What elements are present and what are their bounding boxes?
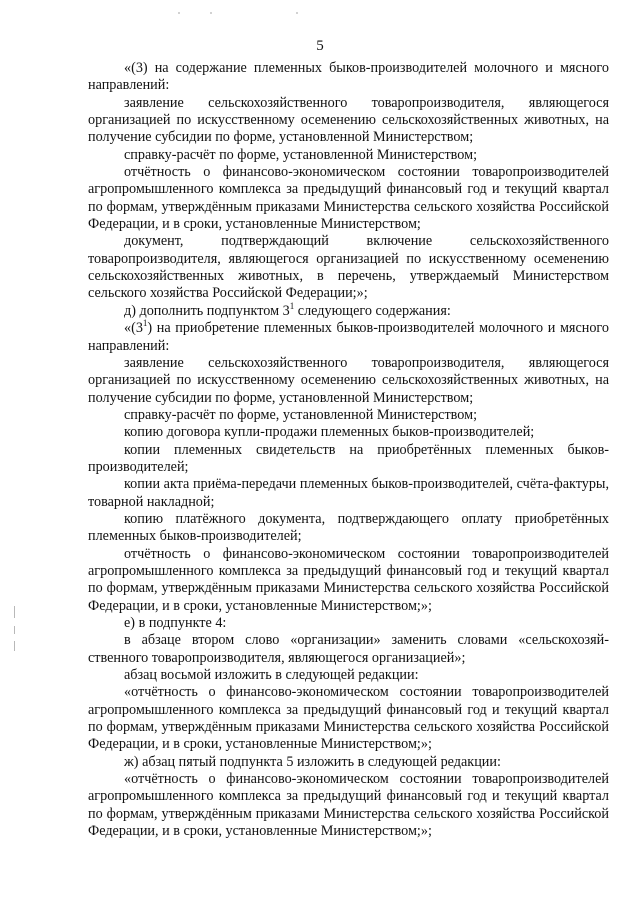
paragraph-text: «отчётность о финансово-экономическом состоянии товаропроизводителей агропромышленного комплекса за предыдущий финансовый год и текущий квартал по формам, утверждённым приказами Министерства сельского хозяйства Российской Федерации, и в сроки, установленные Министерством;»; — [88, 771, 609, 840]
paragraph-text: «отчётность о финансово-экономическом состоянии товаропроизводителей агропромышленного комплекса за предыдущий финансовый год и текущий квартал по формам, утверждённым приказами Министерства сельского хозяйства Российской Федерации, и в сроки, установленные Министерством;»; — [88, 684, 609, 753]
paragraph — [88, 164, 609, 233]
paragraph — [88, 632, 609, 667]
paragraph-text: заявление сельскохозяйственного товаропроизводителя, являющегося организацией по искусственному осеменению сельскохозяйственных животных, на получение субсидии по форме, установленной Министерством; — [88, 354, 609, 406]
paragraph-text: ж) абзац пятый подпункта 5 изложить в следующей редакции: — [124, 753, 501, 770]
paragraph — [88, 300, 609, 320]
paragraph-text: копии акта приёма-передачи племенных быков-производителей, счёта-фактуры, товарной накладной; — [88, 476, 609, 510]
paragraph — [88, 442, 609, 477]
paragraph-text: абзац восьмой изложить в следующей редакции: — [124, 667, 419, 684]
paragraph — [88, 754, 609, 771]
superscript: 1 — [142, 318, 148, 329]
scan-artifact — [210, 12, 212, 14]
document-body — [88, 60, 609, 840]
superscript: 1 — [289, 300, 295, 311]
paragraph — [88, 615, 609, 632]
paragraph-text: д) дополнить подпунктом 3 — [124, 302, 290, 319]
paragraph — [88, 233, 609, 302]
paragraph-text: ) на приобретение племенных быков-производителей молочного и мясного направлений: — [88, 320, 609, 354]
scan-artifact — [14, 606, 15, 618]
paragraph — [88, 407, 609, 424]
paragraph — [88, 511, 609, 546]
paragraph — [88, 771, 609, 840]
paragraph — [88, 147, 609, 164]
paragraph — [88, 424, 609, 441]
paragraph-text: справку-расчёт по форме, установленной Министерством; — [124, 406, 478, 423]
paragraph-text: отчётность о финансово-экономическом состоянии товаропроизводителей агропромышленного комплекса за предыдущий финансовый год и текущий квартал по формам, утверждённым приказами Министерства сельского хозяйства Российской Федерации, и в сроки, установленные Министерством;»; — [88, 545, 609, 614]
paragraph — [88, 546, 609, 615]
paragraph-text: в абзаце втором слово «организации» заменить словами «сельскохозяйственного товаропроизводителя, являющегося организацией»; — [88, 632, 609, 666]
paragraph-text: копию платёжного документа, подтверждающего оплату приобретённых племенных быков-производителей; — [88, 510, 609, 545]
scan-artifact — [14, 641, 15, 651]
paragraph-text: «(3 — [124, 320, 143, 337]
paragraph — [88, 355, 609, 407]
paragraph — [88, 320, 609, 355]
paragraph-text: копии племенных свидетельств на приобретённых племенных быков-производителей; — [88, 441, 609, 475]
paragraph — [88, 684, 609, 753]
paragraph-text: «(3) на содержание племенных быков-производителей молочного и мясного направлений: — [88, 60, 609, 94]
paragraph-text: отчётность о финансово-экономическом состоянии товаропроизводителей агропромышленного комплекса за предыдущий финансовый год и текущий квартал по формам, утверждённым приказами Министерства сельского хозяйства Российской Федерации, и в сроки, установленные Министерством; — [88, 164, 609, 233]
scan-artifact — [14, 626, 15, 634]
scan-artifact — [296, 12, 298, 14]
paragraph-text: следующего содержания: — [294, 302, 451, 319]
paragraph — [88, 60, 609, 95]
paragraph — [88, 476, 609, 511]
paragraph-text: заявление сельскохозяйственного товаропроизводителя, являющегося организацией по искусственному осеменению сельскохозяйственных животных, на получение субсидии по форме, установленной Министерством; — [88, 94, 609, 146]
paragraph — [88, 667, 609, 684]
paragraph — [88, 95, 609, 147]
paragraph-text: документ, подтверждающий включение сельскохозяйственного товаропроизводителя, являющегося организацией по искусственному осеменению сельскохозяйственных животных, в перечень, утверждаемый Министерством сельского хозяйства Российской Федерации;»; — [88, 233, 609, 302]
paragraph-text: копию договора купли-продажи племенных быков-производителей; — [124, 424, 535, 441]
page-number: 5 — [316, 38, 324, 54]
paragraph-text: справку-расчёт по форме, установленной Министерством; — [124, 146, 478, 163]
scan-artifact — [178, 12, 180, 14]
paragraph-text: е) в подпункте 4: — [124, 615, 227, 631]
